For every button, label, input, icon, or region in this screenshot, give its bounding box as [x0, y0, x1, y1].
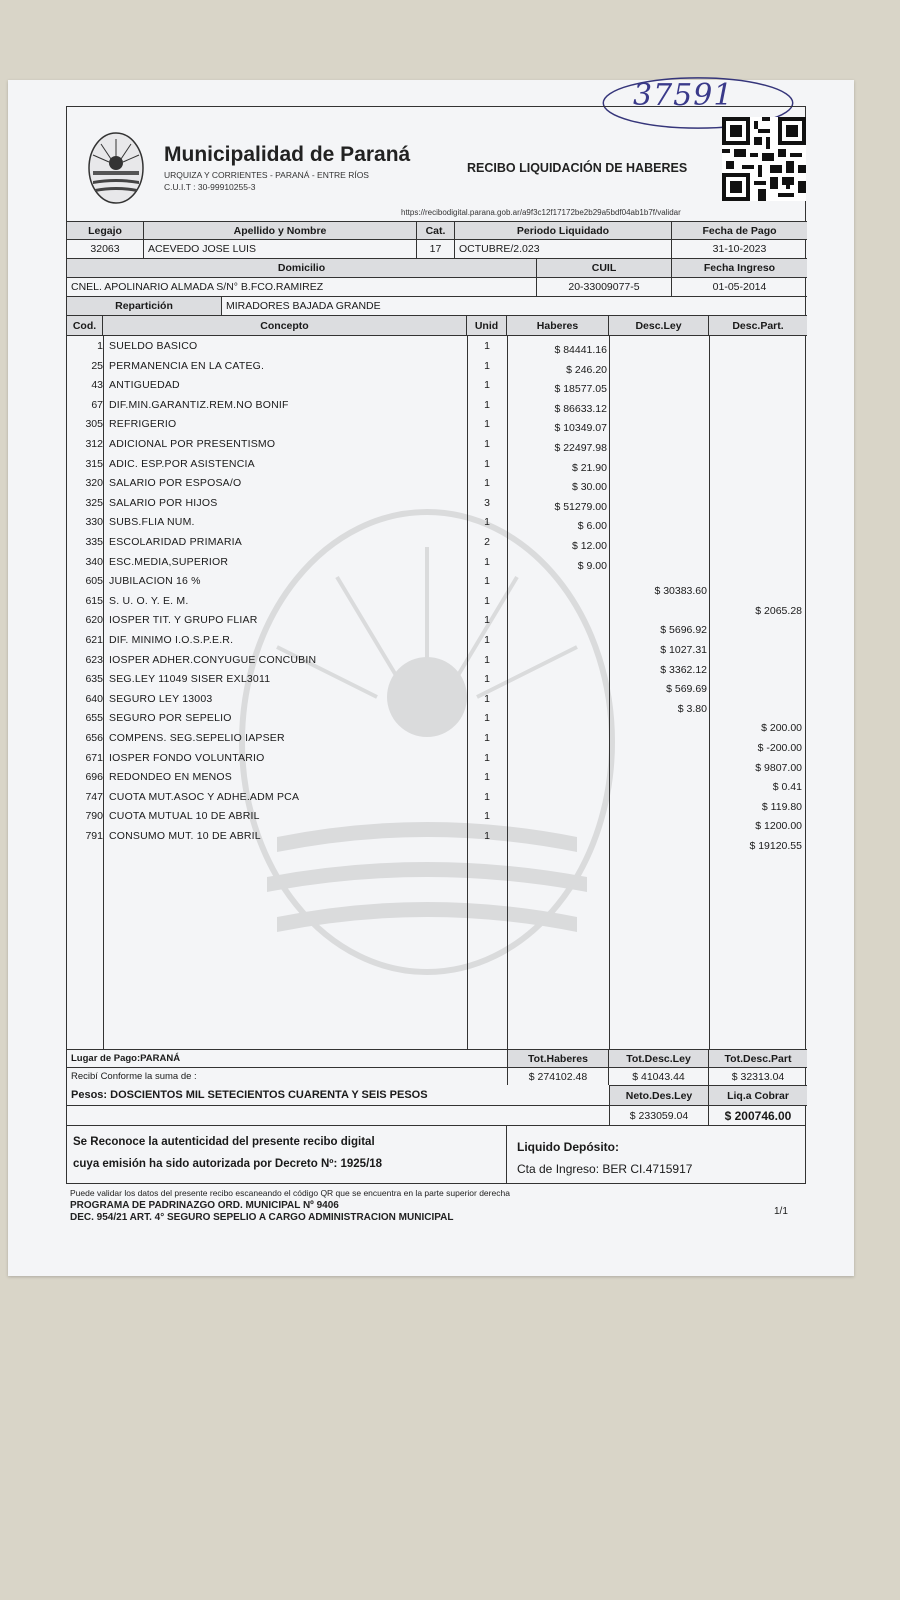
item-desc-part: $ 19120.55 [749, 840, 802, 852]
col-unid: Unid [467, 316, 507, 335]
authenticity-box [66, 1126, 806, 1184]
item-desc-part: $ 1200.00 [755, 820, 802, 833]
item-cod: 315 [85, 457, 103, 470]
item-unid: 1 [484, 379, 490, 392]
item-cod: 621 [85, 634, 103, 646]
item-haberes: $ 22497.98 [554, 442, 607, 454]
cat-label: Cat. [417, 222, 455, 239]
item-cod: 791 [85, 830, 103, 842]
table-row [67, 595, 807, 615]
domicilio-header-row [67, 258, 807, 277]
handwritten-number: 37591 [633, 78, 734, 113]
item-unid: 1 [484, 555, 490, 568]
reconoce-line-1: Se Reconoce la autenticidad del presente recibo digital [73, 1136, 375, 1148]
item-concepto: ANTIGUEDAD [109, 379, 180, 392]
validar-note: Puede validar los datos del presente recibo escaneando el código QR que se encuentra en la parte superior derecha [70, 1188, 510, 1198]
item-desc-part: $ 2065.28 [755, 604, 802, 617]
qr-code-icon[interactable] [722, 117, 806, 201]
item-unid: 1 [484, 477, 490, 490]
item-unid: 1 [484, 614, 490, 627]
item-unid: 1 [484, 830, 490, 842]
item-haberes: $ 10349.07 [554, 422, 607, 435]
item-desc-ley: $ 3.80 [677, 702, 707, 715]
table-row [67, 732, 807, 752]
tot-desc-ley-value: $ 41043.44 [609, 1068, 709, 1085]
item-concepto: ESC.MEDIA,SUPERIOR [109, 555, 229, 568]
item-unid: 1 [484, 594, 490, 607]
item-concepto: REFRIGERIO [109, 418, 177, 431]
item-unid: 1 [484, 457, 490, 470]
item-cod: 605 [85, 575, 103, 588]
table-row [67, 418, 807, 438]
item-haberes: $ 30.00 [571, 481, 607, 494]
tot-desc-ley-label: Tot.Desc.Ley [609, 1050, 709, 1067]
item-cod: 615 [85, 594, 103, 607]
item-cod: 325 [85, 496, 103, 509]
line-items-table [67, 335, 807, 1049]
table-row [67, 340, 807, 360]
table-row [67, 752, 807, 772]
item-unid: 1 [484, 692, 490, 705]
item-concepto: DIF. MINIMO I.O.S.P.E.R. [109, 634, 234, 646]
item-concepto: IOSPER TIT. Y GRUPO FLIAR [109, 614, 258, 627]
col-concepto: Concepto [103, 316, 467, 335]
item-unid: 1 [484, 575, 490, 588]
item-cod: 635 [85, 673, 103, 686]
item-cod: 305 [85, 418, 103, 431]
item-concepto: SUBS.FLIA NUM. [109, 516, 195, 529]
item-unid: 1 [484, 634, 490, 646]
table-row [67, 556, 807, 576]
table-row [67, 791, 807, 811]
item-unid: 1 [484, 653, 490, 666]
item-unid: 1 [484, 712, 490, 725]
tot-desc-part-value: $ 32313.04 [731, 1070, 785, 1083]
validation-url[interactable]: https://recibodigital.parana.gob.ar/a9f3c12f17172be2b29a5bdf04ab1b7f/validar [401, 208, 681, 217]
lugar-pago: Lugar de Pago:PARANÁ [71, 1053, 181, 1064]
tot-haberes-value: $ 274102.48 [507, 1068, 609, 1085]
item-concepto: CUOTA MUTUAL 10 DE ABRIL [109, 810, 260, 823]
periodo-label: Periodo Liquidado [455, 222, 672, 239]
table-row [67, 810, 807, 833]
item-concepto: PERMANENCIA EN LA CATEG. [109, 359, 265, 372]
recibi-text: Recibí Conforme la suma de : [71, 1071, 197, 1082]
item-cod: 67 [91, 398, 103, 411]
item-unid: 1 [484, 673, 490, 686]
neto-label: Neto.Des.Ley [609, 1085, 709, 1105]
reparticion-label: Repartición [67, 297, 222, 315]
table-row [67, 712, 807, 735]
item-unid: 1 [484, 732, 490, 744]
neto-row [67, 1105, 807, 1125]
item-concepto: SEG.LEY 11049 SISER EXL3011 [109, 673, 271, 686]
employee-values-row [67, 239, 807, 258]
table-row [67, 458, 807, 478]
cta-ingreso: Cta de Ingreso: BER CI.4715917 [517, 1162, 693, 1176]
item-cod: 790 [85, 810, 103, 823]
dec-note: DEC. 954/21 ART. 4° SEGURO SEPELIO A CARGO ADMINISTRACION MUNICIPAL [70, 1212, 454, 1223]
item-concepto: SALARIO POR HIJOS [109, 496, 218, 509]
paper-sheet [8, 80, 854, 1276]
item-unid: 1 [484, 790, 490, 803]
item-concepto: ADIC. ESP.POR ASISTENCIA [109, 457, 255, 470]
item-desc-ley: $ 1027.31 [660, 644, 707, 656]
item-haberes: $ 86633.12 [554, 402, 607, 415]
table-row [67, 771, 807, 794]
table-row [67, 399, 807, 419]
item-cod: 340 [85, 555, 103, 568]
item-cod: 43 [91, 379, 103, 392]
item-desc-ley: $ 30383.60 [654, 585, 707, 598]
fecha-pago-value: 31-10-2023 [712, 243, 767, 255]
tot-haberes-label: Tot.Haberes [507, 1050, 609, 1067]
item-cod: 655 [85, 712, 103, 725]
item-unid: 1 [484, 398, 490, 411]
item-cod: 330 [85, 516, 103, 529]
reparticion-value: MIRADORES BAJADA GRANDE [226, 300, 381, 312]
page-number: 1/1 [774, 1206, 788, 1217]
item-concepto: CONSUMO MUT. 10 DE ABRIL [109, 830, 261, 842]
item-desc-part: $ 119.80 [761, 800, 802, 813]
columns-header-row [67, 315, 807, 335]
item-cod: 312 [85, 438, 103, 450]
legajo-value: 32063 [67, 240, 144, 258]
item-unid: 2 [484, 536, 490, 548]
item-concepto: COMPENS. SEG.SEPELIO IAPSER [109, 732, 285, 744]
table-row [67, 614, 807, 637]
item-concepto: SEGURO POR SEPELIO [109, 712, 232, 725]
item-cod: 640 [85, 692, 103, 705]
pesos-row [67, 1085, 807, 1105]
employee-header-row [67, 221, 807, 239]
item-concepto: ESCOLARIDAD PRIMARIA [109, 536, 242, 548]
item-haberes: $ 18577.05 [554, 383, 607, 396]
item-unid: 1 [484, 418, 490, 431]
table-row [67, 497, 807, 517]
col-desc-ley: Desc.Ley [609, 316, 709, 335]
municipal-seal-icon [87, 131, 145, 205]
item-haberes: $ 84441.16 [554, 344, 607, 356]
municipality-name: Municipalidad de Paraná [164, 143, 411, 166]
item-cod: 747 [85, 790, 103, 803]
item-desc-part: $ 0.41 [772, 781, 802, 794]
fecha-pago-label: Fecha de Pago [672, 222, 807, 239]
item-cod: 1 [97, 340, 103, 352]
table-row [67, 673, 807, 696]
item-concepto: JUBILACION 16 % [109, 575, 201, 588]
cuil-label: CUIL [537, 259, 672, 277]
reparticion-row [67, 296, 807, 315]
item-desc-ley: $ 3362.12 [660, 663, 707, 676]
table-row [67, 536, 807, 556]
item-cod: 25 [91, 359, 103, 372]
liq-value: $ 200746.00 [724, 1108, 792, 1123]
legajo-label: Legajo [67, 222, 144, 239]
item-cod: 696 [85, 771, 103, 784]
item-unid: 1 [484, 438, 490, 450]
item-concepto: REDONDEO EN MENOS [109, 771, 232, 784]
item-unid: 1 [484, 359, 490, 372]
name-value: ACEVEDO JOSE LUIS [144, 240, 417, 258]
item-unid: 1 [484, 810, 490, 823]
liq-label: Liq.a Cobrar [709, 1085, 807, 1105]
item-cod: 320 [85, 477, 103, 490]
table-row [67, 438, 807, 458]
item-desc-part: $ 9807.00 [755, 761, 802, 774]
receipt [66, 106, 806, 1126]
reconoce-line-2: cuya emisión ha sido autorizada por Decreto Nº: 1925/18 [73, 1158, 383, 1170]
col-haberes: Haberes [507, 316, 609, 335]
totals-value-row [67, 1067, 807, 1085]
item-concepto: CUOTA MUT.ASOC Y ADHE.ADM PCA [109, 790, 300, 803]
item-unid: 1 [484, 516, 490, 529]
col-desc-part: Desc.Part. [709, 316, 807, 335]
domicilio-value: CNEL. APOLINARIO ALMADA S/N° B.FCO.RAMIREZ [67, 278, 537, 296]
liquido-deposito-label: Liquido Depósito: [517, 1140, 619, 1154]
tot-desc-part-label: Tot.Desc.Part [709, 1050, 807, 1067]
receipt-header [67, 107, 805, 221]
cat-value: 17 [417, 240, 455, 258]
item-haberes: $ 21.90 [571, 461, 607, 474]
item-haberes: $ 9.00 [577, 559, 607, 572]
neto-value: $ 233059.04 [609, 1106, 709, 1125]
item-unid: 3 [484, 496, 490, 509]
item-concepto: SUELDO BASICO [109, 340, 198, 352]
item-haberes: $ 6.00 [577, 520, 607, 533]
item-concepto: IOSPER ADHER.CONYUGUE CONCUBIN [109, 653, 317, 666]
table-row [67, 830, 807, 850]
item-concepto: DIF.MIN.GARANTIZ.REM.NO BONIF [109, 398, 289, 411]
item-desc-part: $ 200.00 [761, 722, 802, 735]
item-cod: 656 [85, 732, 103, 744]
item-haberes: $ 51279.00 [554, 500, 607, 513]
table-row [67, 516, 807, 536]
domicilio-label: Domicilio [67, 259, 537, 277]
cuil-value: 20-33009077-5 [537, 278, 672, 296]
item-unid: 1 [484, 751, 490, 764]
table-row [67, 634, 807, 654]
periodo-value: OCTUBRE/2.023 [455, 240, 672, 258]
table-row [67, 693, 807, 713]
name-label: Apellido y Nombre [144, 222, 417, 239]
municipality-address: URQUIZA Y CORRIENTES - PARANÁ - ENTRE RÍOS [164, 170, 369, 180]
item-desc-part: $ -200.00 [757, 742, 802, 754]
item-concepto: IOSPER FONDO VOLUNTARIO [109, 751, 265, 764]
item-concepto: SALARIO POR ESPOSA/O [109, 477, 242, 490]
table-row [67, 575, 807, 598]
item-desc-ley: $ 569.69 [666, 683, 707, 696]
table-row [67, 379, 807, 399]
totals-label-row [67, 1049, 807, 1067]
domicilio-values-row [67, 277, 807, 296]
item-unid: 1 [484, 340, 490, 352]
table-row [67, 654, 807, 674]
item-concepto: S. U. O. Y. E. M. [109, 594, 189, 607]
item-unid: 1 [484, 771, 490, 784]
table-row [67, 477, 807, 497]
item-haberes: $ 12.00 [571, 540, 607, 552]
item-cod: 620 [85, 614, 103, 627]
item-concepto: ADICIONAL POR PRESENTISMO [109, 438, 276, 450]
item-cod: 623 [85, 653, 103, 666]
table-row [67, 360, 807, 380]
item-haberes: $ 246.20 [566, 363, 607, 376]
col-cod: Cod. [67, 316, 103, 335]
item-desc-ley: $ 5696.92 [660, 624, 707, 637]
programa-note: PROGRAMA DE PADRINAZGO ORD. MUNICIPAL Nº 9406 [70, 1200, 339, 1211]
pesos-text: Pesos: DOSCIENTOS MIL SETECIENTOS CUARENTA Y SEIS PESOS [71, 1089, 428, 1101]
fecha-ingreso-label: Fecha Ingreso [672, 259, 807, 277]
item-concepto: SEGURO LEY 13003 [109, 692, 213, 705]
receipt-title: RECIBO LIQUIDACIÓN DE HABERES [467, 161, 688, 175]
fecha-ingreso-value: 01-05-2014 [712, 281, 767, 293]
municipality-cuit: C.U.I.T : 30-99910255-3 [164, 182, 256, 192]
item-cod: 671 [85, 751, 103, 764]
item-cod: 335 [85, 536, 103, 548]
